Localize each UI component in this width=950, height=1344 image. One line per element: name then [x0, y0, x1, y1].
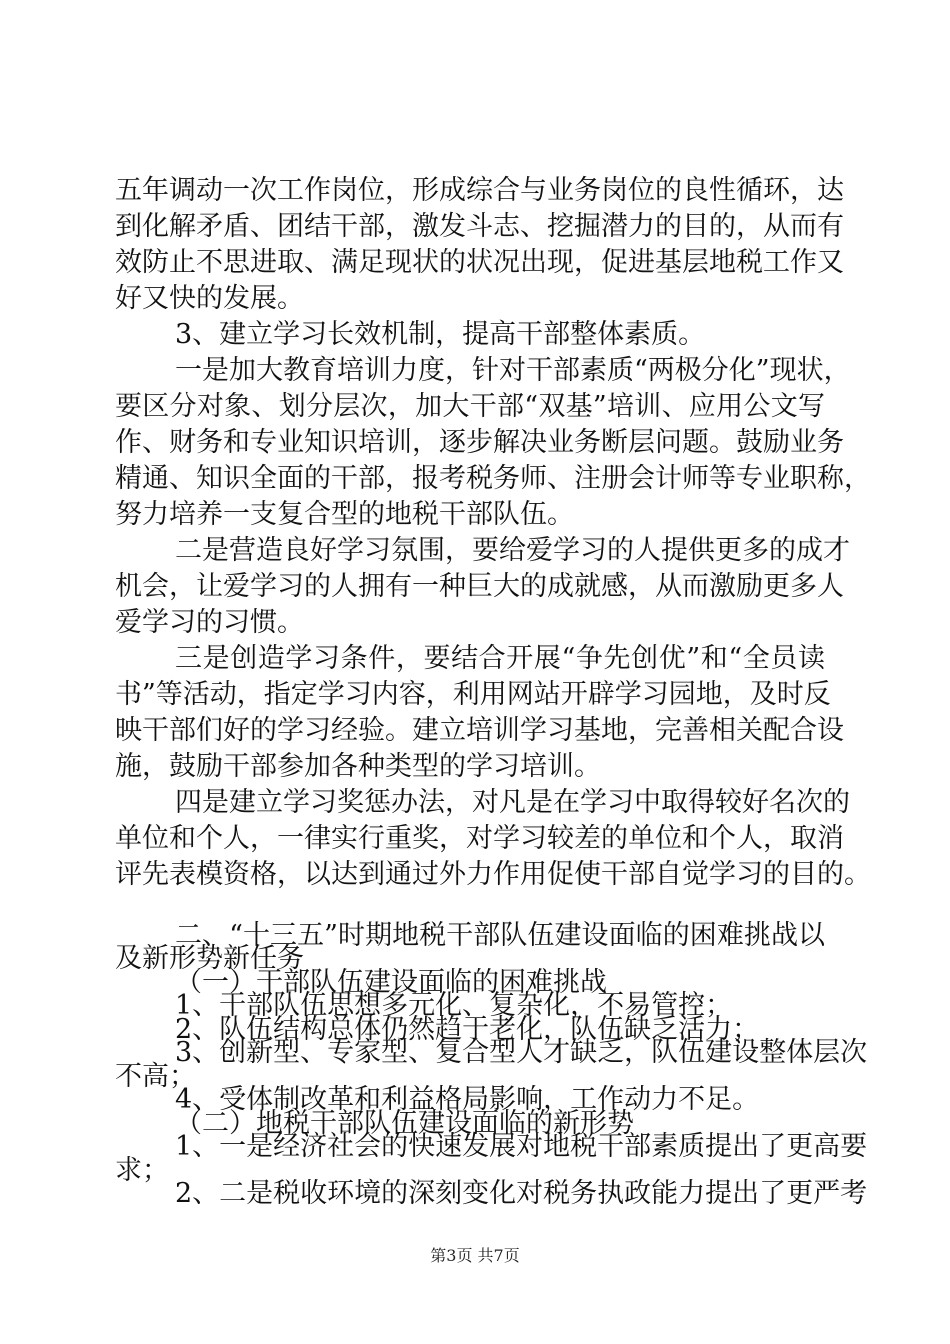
text-line: 作、财务和专业知识培训，逐步解决业务断层问题。鼓励业务: [115, 427, 844, 458]
text-line: 施，鼓励干部参加各种类型的学习培训。: [115, 751, 601, 782]
list-item: 求；: [115, 1155, 169, 1186]
list-item: 2、队伍结构总体仍然趋于老化，队伍缺乏活力；: [175, 1014, 760, 1045]
text-line: 精通、知识全面的干部，报考税务师、注册会计师等专业职称，: [115, 463, 871, 494]
text-line: 映干部们好的学习经验。建立培训学习基地，完善相关配合设: [115, 715, 844, 746]
subsection-heading: （二）地税干部队伍建设面临的新形势: [175, 1108, 634, 1139]
list-item: 4、受体制改革和利益格局影响，工作动力不足。: [175, 1084, 760, 1115]
text-line: 三是创造学习条件，要结合开展“争先创优”和“全员读: [175, 643, 825, 674]
page-footer: 第3页 共7页: [430, 1246, 520, 1265]
text-line: 努力培养一支复合型的地税干部队伍。: [115, 499, 574, 530]
section-heading: 及新形势新任务: [115, 943, 304, 974]
text-line: 评先表模资格，以达到通过外力作用促使干部自觉学习的目的。: [115, 859, 871, 890]
list-item: 1、干部队伍思想多元化、复杂化，不易管控；: [175, 990, 733, 1021]
text-line: 单位和个人，一律实行重奖，对学习较差的单位和个人，取消: [115, 823, 844, 854]
text-line: 五年调动一次工作岗位，形成综合与业务岗位的良性循环，达: [115, 175, 844, 206]
subsection-heading: （一）干部队伍建设面临的困难挑战: [175, 967, 607, 998]
text-line: 效防止不思进取、满足现状的状况出现，促进基层地税工作又: [115, 247, 844, 278]
text-line: 书”等活动，指定学习内容，利用网站开辟学习园地，及时反: [115, 679, 831, 710]
text-line: 四是建立学习奖惩办法，对凡是在学习中取得较好名次的: [175, 787, 850, 818]
list-item: 2、二是税收环境的深刻变化对税务执政能力提出了更严考: [175, 1178, 868, 1209]
text-line: 爱学习的习惯。: [115, 607, 304, 638]
text-line: 好又快的发展。: [115, 283, 304, 314]
section-heading: 二、“十三五”时期地税干部队伍建设面临的困难挑战以: [175, 920, 825, 951]
text-line: 一是加大教育培训力度，针对干部素质“两极分化”现状，: [175, 355, 851, 386]
list-item: 1、一是经济社会的快速发展对地税干部素质提出了更高要: [175, 1131, 868, 1162]
text-line: 到化解矛盾、团结干部，激发斗志、挖掘潜力的目的，从而有: [115, 211, 844, 242]
text-line: 要区分对象、划分层次，加大干部“双基”培训、应用公文写: [115, 391, 825, 422]
text-line: 机会，让爱学习的人拥有一种巨大的成就感，从而激励更多人: [115, 571, 844, 602]
text-line: 3、建立学习长效机制，提高干部整体素质。: [175, 319, 706, 350]
list-item: 3、创新型、专家型、复合型人才缺乏，队伍建设整体层次: [175, 1037, 868, 1068]
text-line: 二是营造良好学习氛围，要给爱学习的人提供更多的成才: [175, 535, 850, 566]
list-item: 不高；: [115, 1061, 196, 1092]
